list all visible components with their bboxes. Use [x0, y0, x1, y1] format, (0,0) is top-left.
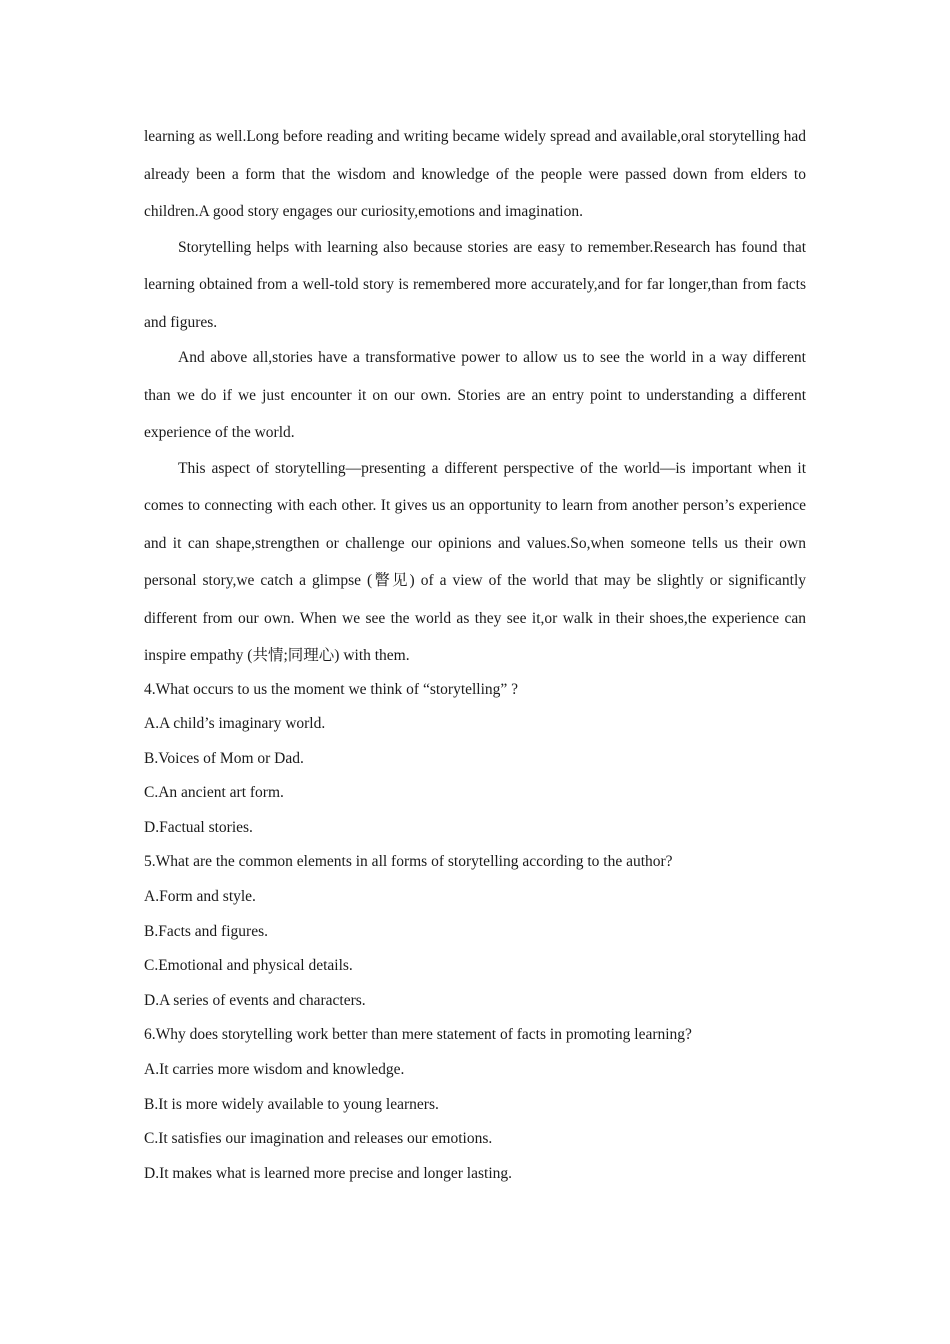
question-5 — [144, 845, 806, 1018]
question-list — [144, 673, 806, 1192]
reading-passage — [144, 118, 806, 675]
option-c: C.Emotional and physical details. — [144, 957, 353, 975]
question-4 — [144, 673, 806, 846]
option-b: B.Facts and figures. — [144, 922, 268, 940]
option-a: A.Form and style. — [144, 888, 256, 906]
passage-paragraph-1: learning as well.Long before reading and writing became widely spread and available,oral storytelling had already been a form that the wisdom and knowledge of the people were passed down from elders to children.A good story engages our curiosity,emotions and imagination. — [144, 128, 806, 220]
option-a: A.It carries more wisdom and knowledge. — [144, 1061, 405, 1079]
passage-paragraph-3: And above all,stories have a transformative power to allow us to see the world in a way different than we do if we just encounter it on our own. Stories are an entry point to understanding a different experience of the world. — [144, 349, 806, 441]
option-d: D.A series of events and characters. — [144, 991, 366, 1009]
option-c: C.An ancient art form. — [144, 784, 284, 802]
question-stem: 6.Why does storytelling work better than mere statement of facts in promoting learning? — [144, 1026, 692, 1044]
question-stem: 5.What are the common elements in all forms of storytelling according to the author? — [144, 853, 673, 871]
option-b: B.It is more widely available to young learners. — [144, 1095, 439, 1113]
option-d: D.It makes what is learned more precise and longer lasting. — [144, 1164, 513, 1182]
option-d: D.Factual stories. — [144, 818, 253, 836]
question-stem: 4.What occurs to us the moment we think of “storytelling” ? — [144, 680, 519, 698]
option-c: C.It satisfies our imagination and releases our emotions. — [144, 1130, 493, 1148]
passage-paragraph-2: Storytelling helps with learning also because stories are easy to remember.Research has found that learning obtained from a well-told story is remembered more accurately,and for far longer,than from facts and figures. — [144, 238, 806, 331]
option-a: A.A child’s imaginary world. — [144, 715, 326, 733]
document-page — [144, 118, 806, 1191]
question-6 — [144, 1018, 806, 1191]
option-b: B.Voices of Mom or Dad. — [144, 749, 304, 767]
passage-paragraph-4: This aspect of storytelling—presenting a different perspective of the world—is important when it comes to connecting with each other. It gives us an opportunity to learn from another person’s experience and it can shape,strengthen or challenge our opinions and values.So,when someone tells us their own personal story,we catch a glimpse (瞥见) of a view of the world that may be slightly or significantly different from our own. When we see the world as they see it,or walk in their shoes,the experience can inspire empathy (共情;同理心) with them. — [144, 459, 806, 664]
